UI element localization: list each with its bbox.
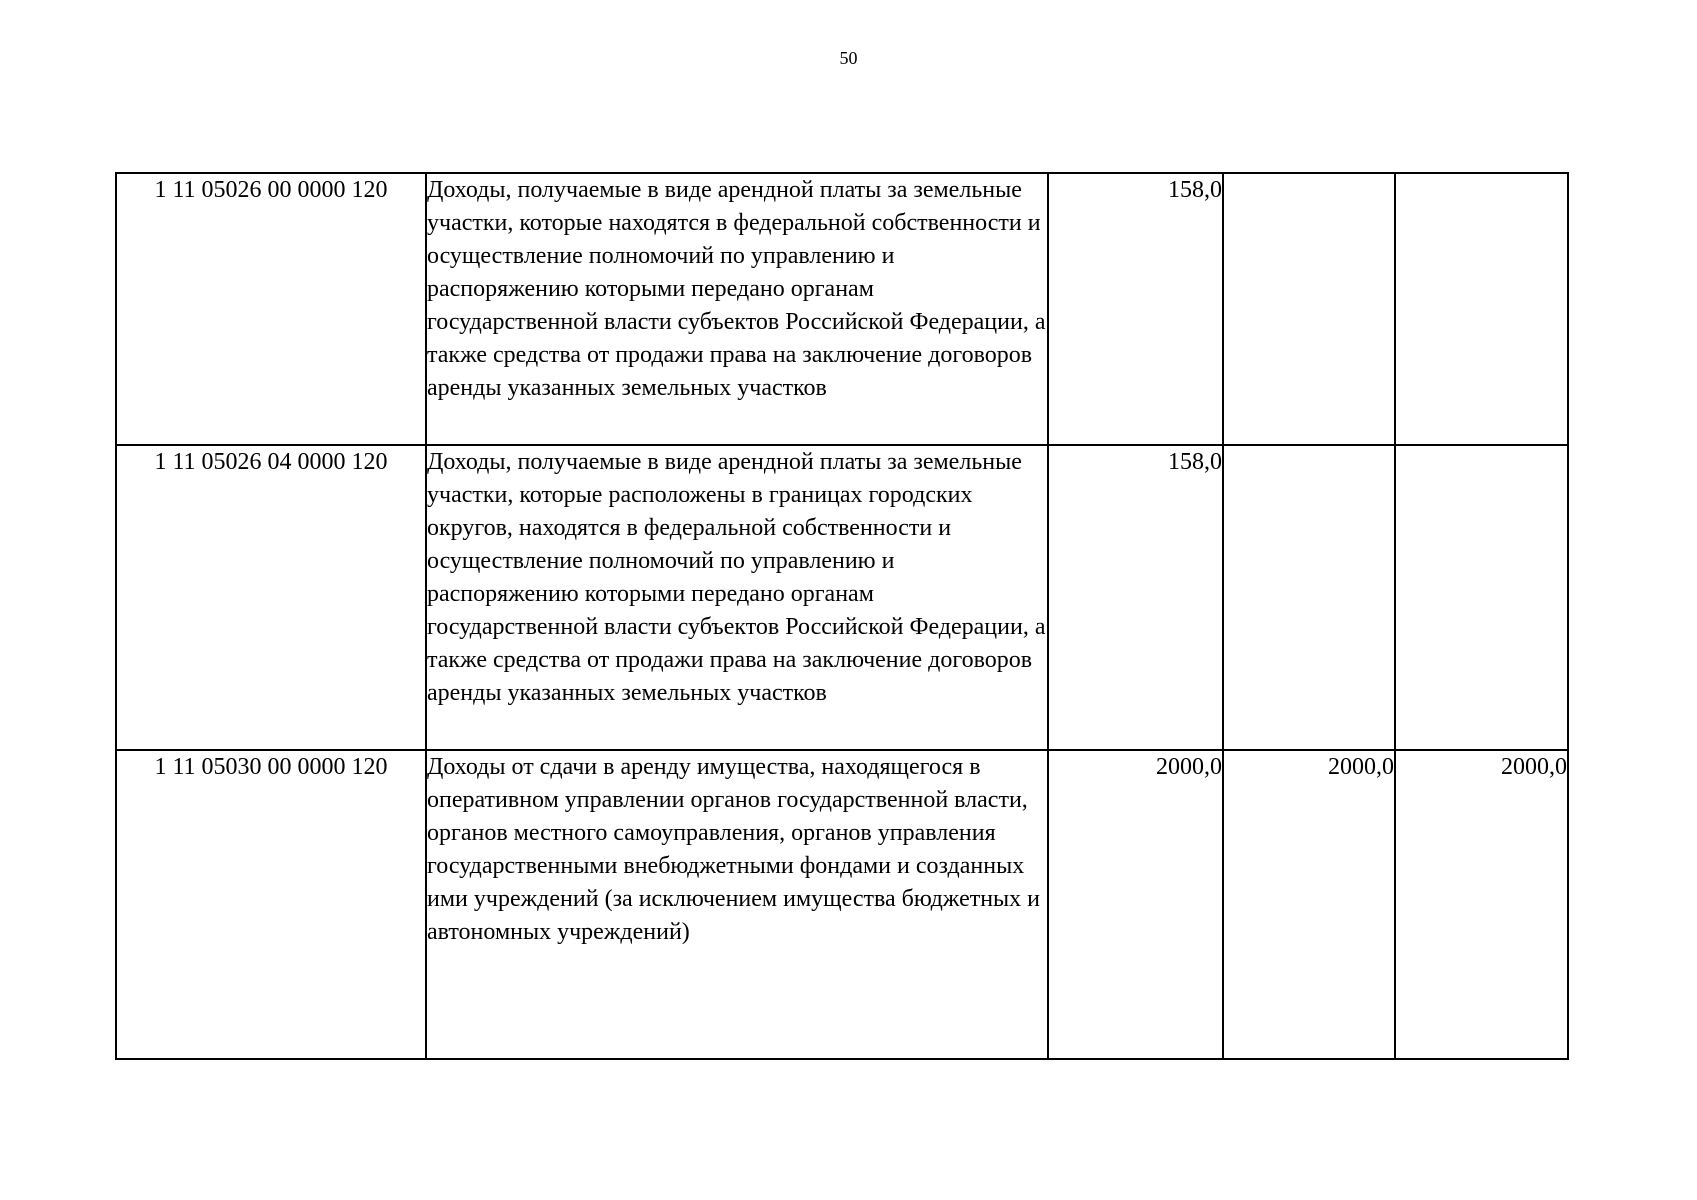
table-row <box>116 173 1568 445</box>
value-year-3-cell <box>1395 173 1568 445</box>
value-year-1-cell: 158,0 <box>1048 173 1223 445</box>
revenue-table <box>115 172 1569 1060</box>
table-row <box>116 445 1568 750</box>
budget-code-cell: 1 11 05026 00 0000 120 <box>116 173 426 445</box>
description-cell: Доходы, получаемые в виде арендной платы за земельные участки, которые расположены в границах городских округов, находятся в федеральной собственности и осуществление полномочий по управлению и распоряжению которыми передано органам государственной власти субъектов Российской Федерации, а также средства от продажи права на заключение договоров аренды указанных земельных участков <box>426 445 1048 750</box>
page-number: 50 <box>839 48 858 68</box>
description-cell: Доходы, получаемые в виде арендной платы за земельные участки, которые находятся в федеральной собственности и осуществление полномочий по управлению и распоряжению которыми передано органам государственной власти субъектов Российской Федерации, а также средства от продажи права на заключение договоров аренды указанных земельных участков <box>426 173 1048 445</box>
value-year-2-cell: 2000,0 <box>1223 750 1395 1059</box>
value-year-3-cell <box>1395 445 1568 750</box>
table-row <box>116 750 1568 1059</box>
budget-code-cell: 1 11 05026 04 0000 120 <box>116 445 426 750</box>
value-year-1-cell: 158,0 <box>1048 445 1223 750</box>
value-year-3-cell: 2000,0 <box>1395 750 1568 1059</box>
value-year-1-cell: 2000,0 <box>1048 750 1223 1059</box>
budget-code-cell: 1 11 05030 00 0000 120 <box>116 750 426 1059</box>
value-year-2-cell <box>1223 445 1395 750</box>
description-cell: Доходы от сдачи в аренду имущества, находящегося в оперативном управлении органов государственной власти, органов местного самоуправления, органов управления государственными внебюджетными фондами и созданных ими учреждений (за исключением имущества бюджетных и автономных учреждений) <box>426 750 1048 1059</box>
value-year-2-cell <box>1223 173 1395 445</box>
